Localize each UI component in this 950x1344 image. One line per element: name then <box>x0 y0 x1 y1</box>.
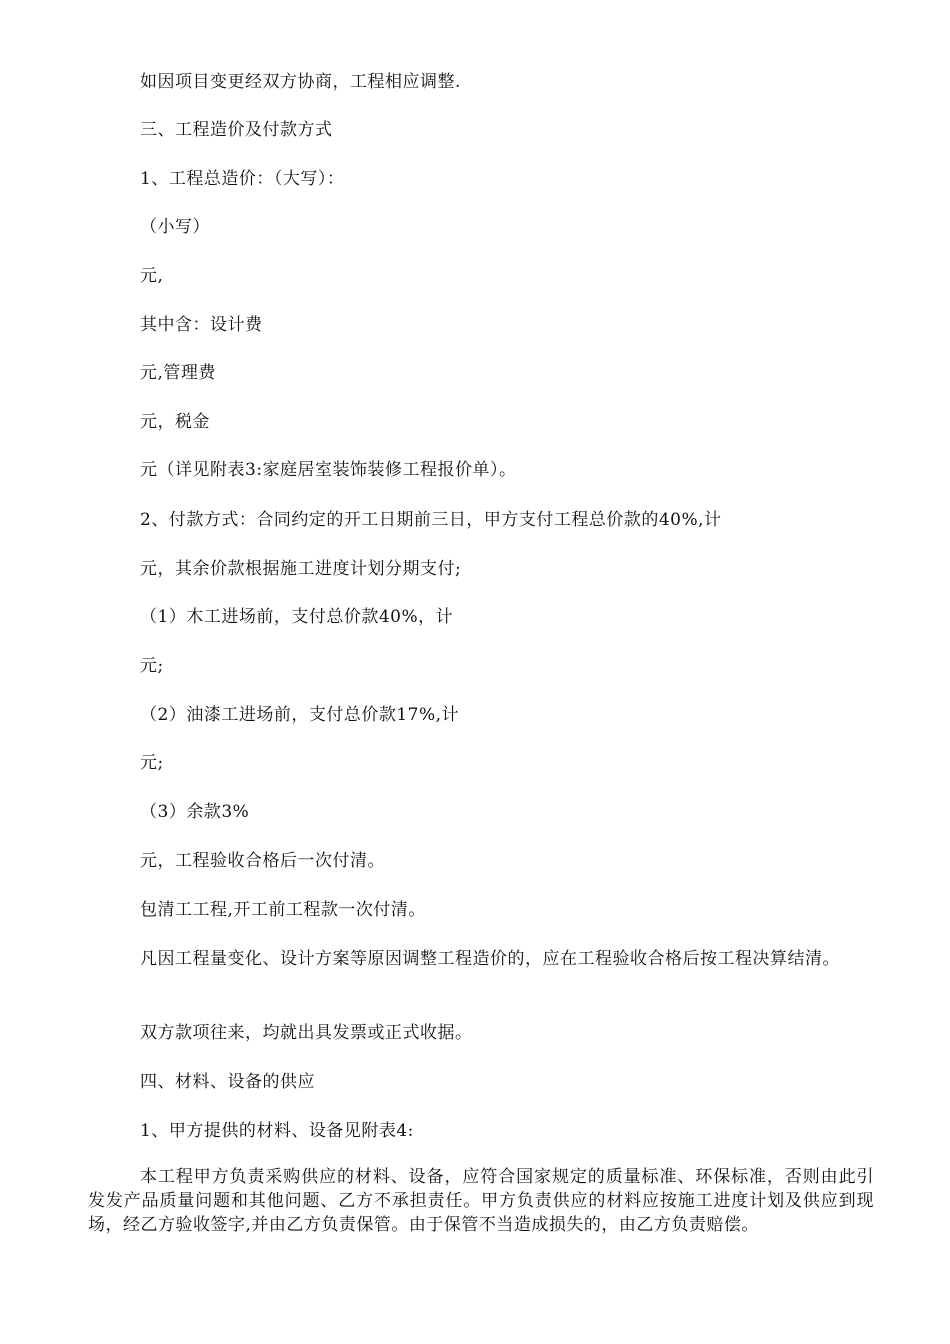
text-line: 1、工程总造价：（大写）： <box>140 169 345 189</box>
text-line: （3）余款3% <box>140 802 250 822</box>
text-line: 双方款项往来，均就出具发票或正式收据。 <box>140 1023 473 1043</box>
paragraph-materials: 本工程甲方负责采购供应的材料、设备，应符合国家规定的质量标准、环保标准，否则由此引发发产品质量问题和其他问题、乙方不承担责任。甲方负责供应的材料应按施工进度计划及供应到现场，经乙方验收签字,并由乙方负责保管。由于保管不当造成损失的，由乙方负责赔偿。 <box>88 1167 874 1235</box>
text-line: （1）木工进场前，支付总价款40%，计 <box>140 607 454 627</box>
text-line: 其中含：设计费 <box>140 315 263 335</box>
section-heading: 三、工程造价及付款方式 <box>140 120 333 140</box>
text-line: 元; <box>140 656 164 676</box>
text-line: 2、付款方式：合同约定的开工日期前三日，甲方支付工程总价款的40%,计 <box>140 510 722 530</box>
text-line: 1、甲方提供的材料、设备见附表4: <box>140 1121 414 1141</box>
text-line: 元，其余价款根据施工进度计划分期支付; <box>140 559 462 579</box>
text-line: （2）油漆工进场前，支付总价款17%,计 <box>140 705 460 725</box>
text-line: 元; <box>140 753 164 773</box>
text-line: 如因项目变更经双方协商，工程相应调整. <box>140 72 461 92</box>
paragraph-price-adjustment: 凡因工程量变化、设计方案等原因调整工程造价的，应在工程验收合格后按工程决算结清。 <box>140 949 840 969</box>
text-line: 元（详见附表3:家庭居室装饰装修工程报价单）。 <box>140 460 517 480</box>
text-line: 元，税金 <box>140 412 210 432</box>
text-line: 包清工工程,开工前工程款一次付清。 <box>140 900 426 920</box>
section-heading: 四、材料、设备的供应 <box>140 1072 315 1092</box>
text-line: 元,管理费 <box>140 363 216 383</box>
text-line: 元，工程验收合格后一次付清。 <box>140 851 385 871</box>
text-line: （小写） <box>140 217 210 237</box>
text-line: 元, <box>140 266 164 286</box>
